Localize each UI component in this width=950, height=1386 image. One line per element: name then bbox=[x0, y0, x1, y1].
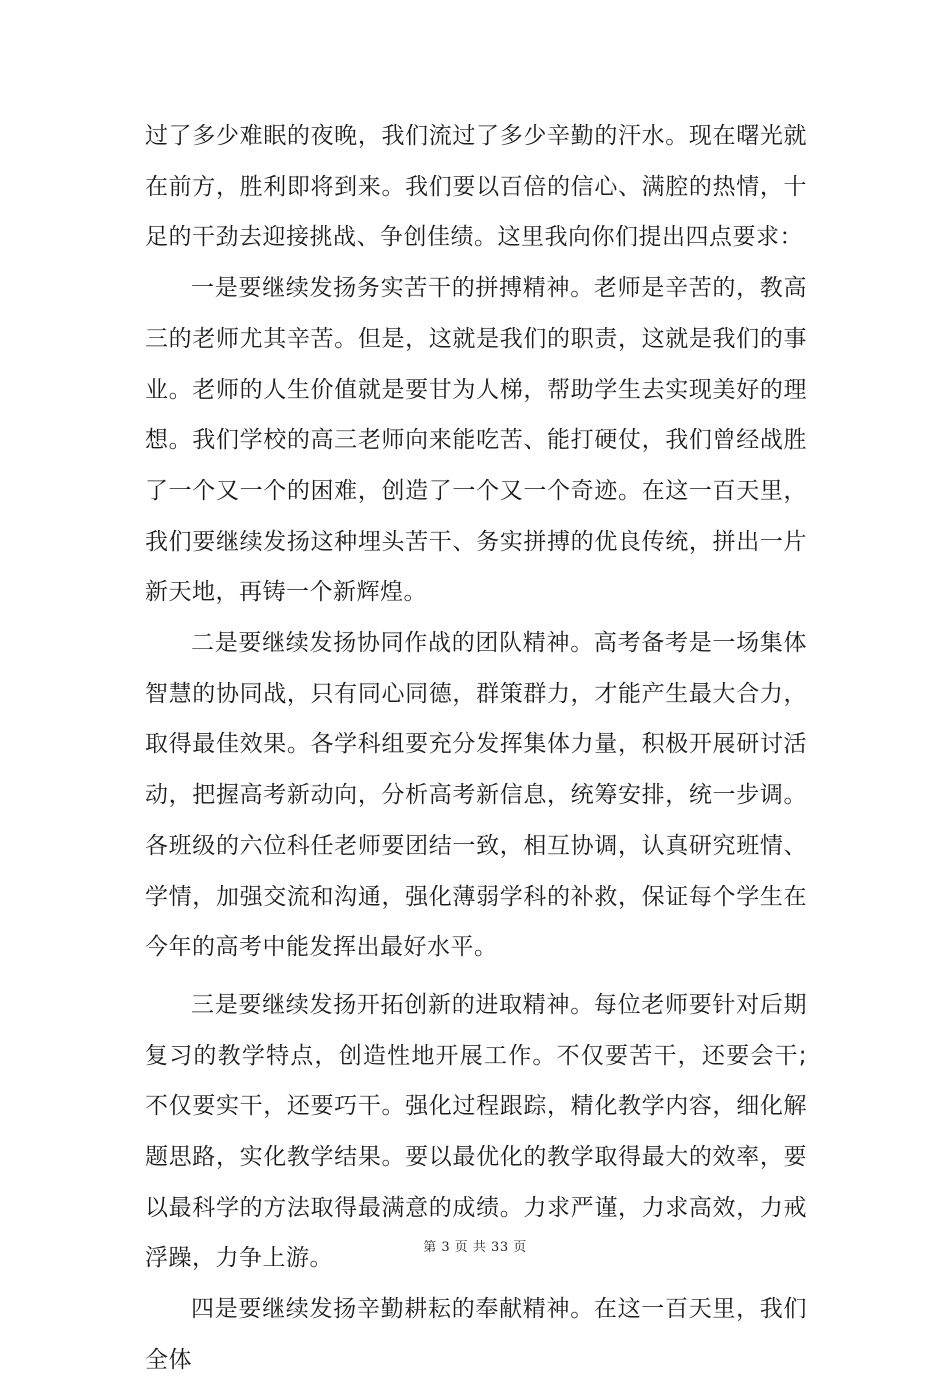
paragraph-requirement-one: 一是要继续发扬务实苦干的拼搏精神。老师是辛苦的，教高三的老师尤其辛苦。但是，这就是我们的职责，这就是我们的事业。老师的人生价值就是要甘为人梯，帮助学生去实现美好的理想。我们学校的高三老师向来能吃苦、能打硬仗，我们曾经战胜了一个又一个的困难，创造了一个又一个奇迹。在这一百天里，我们要继续发扬这种埋头苦干、务实拼搏的优良传统，拼出一片新天地，再铸一个新辉煌。 bbox=[145, 275, 807, 606]
paragraph-requirement-four: 四是要继续发扬辛勤耕耘的奉献精神。在这一百天里，我们全体 bbox=[145, 1296, 807, 1373]
document-body bbox=[145, 111, 807, 1386]
paragraph-requirement-two: 二是要继续发扬协同作战的团队精神。高考备考是一场集体智慧的协同战，只有同心同德，群策群力，才能产生最大合力，取得最佳效果。各学科组要充分发挥集体力量，积极开展研讨活动，把握高考新动向，分析高考新信息，统筹安排，统一步调。各班级的六位科任老师要团结一致，相互协调，认真研究班情、学情，加强交流和沟通，强化薄弱学科的补救，保证每个学生在今年的高考中能发挥出最好水平。 bbox=[145, 630, 807, 961]
paragraph-requirement-three: 三是要继续发扬开拓创新的进取精神。每位老师要针对后期复习的教学特点，创造性地开展工作。不仅要苦干，还要会干;不仅要实干，还要巧干。强化过程跟踪，精化教学内容，细化解题思路，实化教学结果。要以最优化的教学取得最大的效率，要以最科学的方法取得最满意的成绩。力求严谨，力求高效，力戒浮躁，力争上游。 bbox=[145, 991, 807, 1272]
paragraph-gap bbox=[145, 973, 807, 980]
paragraph-continued: 过了多少难眠的夜晚，我们流过了多少辛勤的汗水。现在曙光就在前方，胜利即将到来。我们要以百倍的信心、满腔的热情，十足的干劲去迎接挑战、争创佳绩。这里我向你们提出四点要求： bbox=[145, 123, 807, 251]
page-number-footer: 第 3 页 共 33 页 bbox=[423, 1240, 527, 1255]
